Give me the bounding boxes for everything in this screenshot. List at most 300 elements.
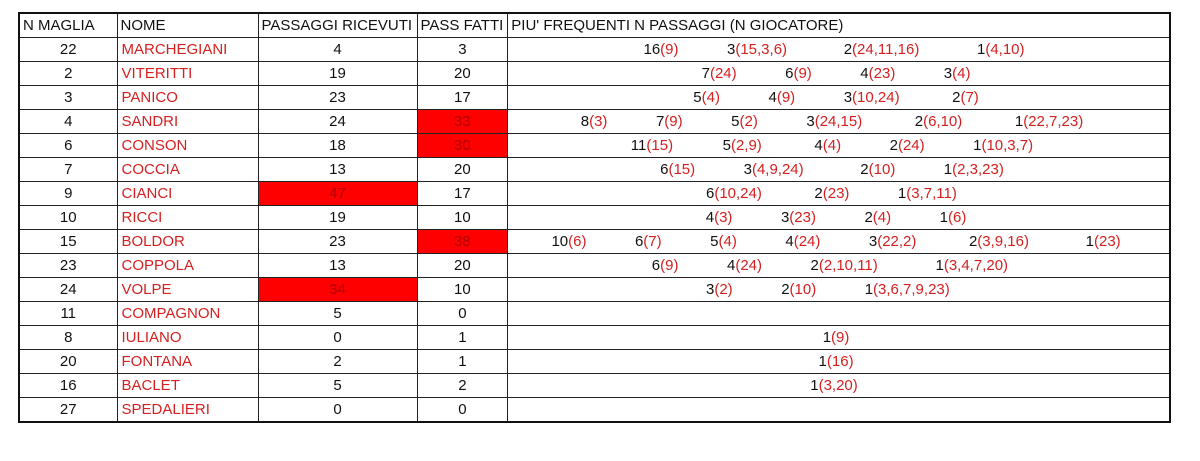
freq-close-paren: ) [798, 161, 804, 178]
freq-count: 5 [731, 113, 740, 130]
freq-group [581, 110, 608, 133]
freq-players: 10,3,7 [986, 137, 1029, 154]
freq-players: 15 [673, 161, 691, 178]
freq-group [969, 230, 1029, 253]
freq-close-paren: ) [890, 65, 896, 82]
freq-close-paren: ) [836, 137, 842, 154]
freq-count: 1 [822, 329, 832, 346]
freq-open-paren: ( [714, 185, 720, 202]
freq-players: 3,20 [823, 377, 853, 394]
freq-close-paren: ) [806, 65, 812, 82]
freq-close-paren: ) [844, 329, 850, 346]
freq-count: 3 [743, 161, 752, 178]
freq-count: 3 [726, 41, 736, 58]
freq-count: 6 [785, 65, 794, 82]
cell-pass-fatti: 10 [417, 206, 508, 230]
freq-close-paren: ) [911, 233, 917, 250]
freq-open-paren: ( [873, 281, 879, 298]
freq-line [508, 398, 1169, 421]
cell-pass-fatti: 33 [417, 110, 508, 134]
freq-group [806, 110, 862, 133]
cell-frequenti [508, 134, 1170, 158]
cell-passaggi-ricevuti: 19 [258, 62, 417, 86]
freq-close-paren: ) [677, 113, 683, 130]
table-row [19, 206, 1170, 230]
freq-players: 7 [965, 89, 974, 106]
freq-close-paren: ) [965, 65, 971, 82]
freq-count: 1 [973, 137, 982, 154]
freq-open-paren: ( [643, 233, 649, 250]
freq-open-paren: ( [960, 89, 966, 106]
freq-group [977, 38, 1025, 61]
freq-open-paren: ( [977, 233, 983, 250]
freq-players: 4,9,24 [756, 161, 799, 178]
freq-close-paren: ) [1028, 137, 1034, 154]
freq-players: 2 [744, 113, 753, 130]
freq-players: 3,6,7,9,23 [878, 281, 945, 298]
cell-passaggi-ricevuti: 23 [258, 86, 417, 110]
freq-players: 9 [665, 41, 674, 58]
freq-close-paren: ) [757, 257, 763, 274]
freq-open-paren: ( [714, 209, 720, 226]
freq-open-paren: ( [818, 377, 824, 394]
freq-close-paren: ) [998, 161, 1004, 178]
cell-frequenti [508, 374, 1170, 398]
freq-count: 1 [864, 281, 874, 298]
cell-nome: RICCI [117, 206, 258, 230]
cell-n-maglia: 20 [19, 350, 117, 374]
freq-close-paren: ) [673, 257, 679, 274]
freq-open-paren: ( [868, 161, 874, 178]
freq-count: 7 [701, 65, 710, 82]
freq-count: 2 [952, 89, 961, 106]
freq-open-paren: ( [822, 185, 828, 202]
cell-pass-fatti: 2 [417, 374, 508, 398]
freq-players: 2,9 [735, 137, 757, 154]
freq-group [869, 230, 917, 253]
header-nome: NOME [117, 13, 258, 38]
freq-group [781, 278, 816, 301]
freq-open-paren: ( [589, 113, 595, 130]
cell-passaggi-ricevuti: 5 [258, 302, 417, 326]
freq-group [952, 86, 979, 109]
freq-count: 2 [889, 137, 898, 154]
freq-group [940, 206, 967, 229]
freq-close-paren: ) [872, 257, 878, 274]
cell-nome: FONTANA [117, 350, 258, 374]
cell-nome: IULIANO [117, 326, 258, 350]
freq-open-paren: ( [985, 41, 991, 58]
freq-open-paren: ( [818, 257, 824, 274]
cell-pass-fatti: 3 [417, 38, 508, 62]
freq-group [706, 206, 733, 229]
cell-passaggi-ricevuti: 13 [258, 158, 417, 182]
cell-passaggi-ricevuti: 5 [258, 374, 417, 398]
freq-group [814, 134, 841, 157]
freq-count: 3 [780, 209, 790, 226]
header-passaggi-ricevuti: PASSAGGI RICEVUTI [258, 13, 417, 38]
freq-count: 1 [810, 377, 819, 394]
cell-n-maglia: 8 [19, 326, 117, 350]
freq-close-paren: ) [894, 89, 900, 106]
freq-players: 4 [706, 89, 715, 106]
cell-frequenti [508, 182, 1170, 206]
freq-line [508, 278, 1169, 301]
freq-group [890, 134, 925, 157]
freq-close-paren: ) [1078, 113, 1084, 130]
freq-close-paren: ) [731, 65, 737, 82]
freq-open-paren: ( [714, 281, 720, 298]
passes-table [18, 12, 1171, 423]
freq-count: 1 [976, 41, 986, 58]
freq-count: 4 [785, 233, 794, 250]
freq-open-paren: ( [906, 185, 912, 202]
freq-count: 4 [768, 89, 777, 106]
freq-group [727, 254, 762, 277]
freq-group [844, 86, 900, 109]
cell-n-maglia: 11 [19, 302, 117, 326]
freq-players: 24,11,16 [857, 41, 915, 58]
cell-nome: VOLPE [117, 278, 258, 302]
freq-close-paren: ) [752, 113, 758, 130]
freq-open-paren: ( [897, 137, 903, 154]
freq-close-paren: ) [961, 209, 967, 226]
freq-close-paren: ) [1019, 41, 1025, 58]
cell-frequenti [508, 110, 1170, 134]
freq-players: 22,2 [882, 233, 912, 250]
freq-group [706, 182, 762, 205]
freq-group [864, 206, 891, 229]
table-row [19, 86, 1170, 110]
freq-group [652, 254, 679, 277]
freq-count: 8 [580, 113, 590, 130]
freq-players: 3 [594, 113, 603, 130]
freq-open-paren: ( [826, 353, 832, 370]
freq-close-paren: ) [811, 281, 817, 298]
freq-count: 7 [655, 113, 665, 130]
freq-players: 7 [648, 233, 657, 250]
freq-open-paren: ( [709, 65, 715, 82]
freq-close-paren: ) [1115, 233, 1121, 250]
freq-count: 5 [693, 89, 702, 106]
freq-close-paren: ) [731, 233, 737, 250]
cell-frequenti [508, 86, 1170, 110]
freq-open-paren: ( [789, 209, 795, 226]
freq-group [785, 62, 812, 85]
freq-open-paren: ( [852, 89, 858, 106]
cell-n-maglia: 2 [19, 62, 117, 86]
cell-frequenti [508, 206, 1170, 230]
freq-group [944, 158, 1004, 181]
freq-count: 16 [643, 41, 661, 58]
table-row [19, 62, 1170, 86]
freq-count: 2 [864, 209, 873, 226]
freq-open-paren: ( [730, 137, 736, 154]
freq-open-paren: ( [718, 233, 724, 250]
freq-count: 6 [660, 161, 669, 178]
freq-open-paren: ( [793, 65, 799, 82]
freq-close-paren: ) [951, 185, 957, 202]
freq-count: 1 [943, 161, 953, 178]
freq-players: 3,4,7,20 [948, 257, 1004, 274]
freq-players: 4 [957, 65, 966, 82]
freq-close-paren: ) [714, 89, 720, 106]
freq-players: 16 [831, 353, 849, 370]
freq-group [710, 230, 737, 253]
freq-close-paren: ) [810, 209, 816, 226]
freq-close-paren: ) [656, 233, 662, 250]
freq-players: 2,3,23 [957, 161, 999, 178]
cell-n-maglia: 16 [19, 374, 117, 398]
freq-group [814, 182, 849, 205]
freq-players: 24 [714, 65, 732, 82]
freq-players: 3 [719, 209, 728, 226]
freq-open-paren: ( [568, 233, 574, 250]
cell-passaggi-ricevuti: 18 [258, 134, 417, 158]
freq-count: 3 [705, 281, 715, 298]
freq-group [810, 254, 877, 277]
cell-frequenti [508, 230, 1170, 254]
freq-open-paren: ( [664, 113, 670, 130]
freq-count: 1 [935, 257, 944, 274]
freq-close-paren: ) [848, 353, 854, 370]
freq-open-paren: ( [877, 233, 883, 250]
freq-players: 9 [781, 89, 791, 106]
freq-count: 2 [814, 185, 823, 202]
freq-close-paren: ) [886, 209, 892, 226]
freq-players: 24,15 [819, 113, 858, 130]
freq-group [635, 230, 662, 253]
freq-close-paren: ) [1024, 233, 1029, 250]
freq-group [898, 182, 957, 205]
freq-group [643, 38, 678, 61]
freq-open-paren: ( [923, 113, 929, 130]
freq-close-paren: ) [957, 113, 963, 130]
cell-passaggi-ricevuti: 19 [258, 206, 417, 230]
freq-players: 9 [669, 113, 678, 130]
cell-n-maglia: 24 [19, 278, 117, 302]
cell-pass-fatti: 0 [417, 302, 508, 326]
freq-open-paren: ( [852, 41, 858, 58]
freq-count: 2 [914, 113, 924, 130]
cell-nome: COCCIA [117, 158, 258, 182]
cell-passaggi-ricevuti: 34 [258, 278, 417, 302]
freq-group [660, 158, 695, 181]
freq-open-paren: ( [943, 257, 949, 274]
freq-players: 6,10 [928, 113, 958, 130]
freq-group [865, 278, 950, 301]
freq-count: 2 [968, 233, 978, 250]
cell-n-maglia: 10 [19, 206, 117, 230]
table-row [19, 158, 1170, 182]
freq-close-paren: ) [844, 185, 850, 202]
cell-pass-fatti: 17 [417, 182, 508, 206]
cell-passaggi-ricevuti: 0 [258, 398, 417, 423]
freq-open-paren: ( [1093, 233, 1099, 250]
freq-count: 1 [1014, 113, 1024, 130]
freq-group [1086, 230, 1121, 253]
cell-n-maglia: 7 [19, 158, 117, 182]
cell-nome: MARCHEGIANI [117, 38, 258, 62]
freq-group [551, 230, 586, 253]
freq-line [508, 230, 1169, 253]
freq-count: 5 [710, 233, 719, 250]
freq-open-paren: ( [739, 113, 745, 130]
freq-open-paren: ( [822, 137, 828, 154]
cell-n-maglia: 22 [19, 38, 117, 62]
freq-group [823, 326, 850, 349]
freq-players: 10 [794, 281, 812, 298]
freq-group [860, 62, 895, 85]
freq-count: 4 [705, 209, 715, 226]
freq-line [508, 182, 1169, 205]
freq-open-paren: ( [735, 41, 741, 58]
cell-passaggi-ricevuti: 23 [258, 230, 417, 254]
cell-pass-fatti: 1 [417, 350, 508, 374]
freq-players: 4 [877, 209, 887, 226]
freq-open-paren: ( [660, 41, 666, 58]
freq-line [508, 326, 1169, 349]
freq-count: 2 [810, 257, 819, 274]
cell-nome: VITERITTI [117, 62, 258, 86]
freq-group [723, 134, 762, 157]
cell-nome: COMPAGNON [117, 302, 258, 326]
freq-players: 2,10,11 [823, 257, 873, 274]
freq-close-paren: ) [690, 161, 696, 178]
freq-open-paren: ( [646, 137, 652, 154]
freq-open-paren: ( [789, 281, 795, 298]
freq-group [935, 254, 1008, 277]
header-row [19, 13, 1170, 38]
header-frequenti: PIU' FREQUENTI N PASSAGGI (N GIOCATORE) [508, 13, 1170, 38]
freq-line [508, 302, 1169, 325]
freq-players: 6 [952, 209, 962, 226]
freq-group [915, 110, 963, 133]
freq-count: 3 [843, 89, 853, 106]
freq-line [508, 206, 1169, 229]
freq-count: 6 [705, 185, 715, 202]
freq-count: 6 [651, 257, 661, 274]
freq-players: 9 [836, 329, 845, 346]
freq-open-paren: ( [872, 209, 878, 226]
freq-close-paren: ) [727, 281, 733, 298]
freq-open-paren: ( [868, 65, 874, 82]
freq-count: 1 [818, 353, 827, 370]
freq-count: 3 [868, 233, 878, 250]
table-row [19, 278, 1170, 302]
freq-players: 15 [651, 137, 669, 154]
cell-nome: CIANCI [117, 182, 258, 206]
freq-close-paren: ) [668, 137, 674, 154]
freq-line [508, 374, 1169, 397]
freq-group [631, 134, 673, 157]
freq-close-paren: ) [673, 41, 679, 58]
freq-line [508, 134, 1169, 157]
table-row [19, 350, 1170, 374]
freq-players: 4 [827, 137, 837, 154]
freq-line [508, 254, 1169, 277]
freq-open-paren: ( [952, 161, 958, 178]
freq-players: 24 [798, 233, 816, 250]
freq-close-paren: ) [756, 137, 762, 154]
cell-passaggi-ricevuti: 4 [258, 38, 417, 62]
freq-close-paren: ) [890, 161, 896, 178]
freq-open-paren: ( [831, 329, 837, 346]
cell-n-maglia: 27 [19, 398, 117, 423]
cell-passaggi-ricevuti: 13 [258, 254, 417, 278]
freq-players: 9 [665, 257, 674, 274]
freq-count: 6 [634, 233, 644, 250]
freq-open-paren: ( [1023, 113, 1029, 130]
cell-passaggi-ricevuti: 24 [258, 110, 417, 134]
freq-line [508, 110, 1169, 133]
cell-passaggi-ricevuti: 47 [258, 182, 417, 206]
freq-close-paren: ) [756, 185, 762, 202]
table-row [19, 182, 1170, 206]
cell-frequenti [508, 278, 1170, 302]
cell-frequenti [508, 350, 1170, 374]
freq-open-paren: ( [776, 89, 782, 106]
freq-count: 5 [722, 137, 731, 154]
freq-players: 4 [723, 233, 732, 250]
cell-frequenti [508, 302, 1170, 326]
freq-count: 1 [939, 209, 948, 226]
cell-n-maglia: 3 [19, 86, 117, 110]
freq-open-paren: ( [735, 257, 741, 274]
cell-frequenti [508, 326, 1170, 350]
freq-close-paren: ) [727, 209, 733, 226]
freq-count: 3 [806, 113, 815, 130]
freq-players: 6 [573, 233, 582, 250]
freq-count: 3 [943, 65, 953, 82]
freq-close-paren: ) [919, 137, 925, 154]
cell-nome: COPPOLA [117, 254, 258, 278]
freq-group [844, 38, 920, 61]
cell-pass-fatti: 38 [417, 230, 508, 254]
cell-passaggi-ricevuti: 0 [258, 326, 417, 350]
freq-close-paren: ) [782, 41, 788, 58]
freq-count: 10 [551, 233, 569, 250]
cell-pass-fatti: 1 [417, 326, 508, 350]
cell-frequenti [508, 38, 1170, 62]
freq-players: 24 [902, 137, 920, 154]
table-row [19, 374, 1170, 398]
freq-players: 23 [827, 185, 845, 202]
freq-line [508, 38, 1169, 61]
freq-group [785, 230, 820, 253]
freq-count: 1 [1085, 233, 1094, 250]
freq-players: 23 [794, 209, 811, 226]
table-row [19, 230, 1170, 254]
table-body [19, 38, 1170, 423]
freq-count: 2 [843, 41, 853, 58]
cell-pass-fatti: 20 [417, 254, 508, 278]
cell-nome: BACLET [117, 374, 258, 398]
freq-close-paren: ) [602, 113, 608, 130]
freq-open-paren: ( [981, 137, 987, 154]
cell-nome: BOLDOR [117, 230, 258, 254]
freq-players: 3,9,16 [982, 233, 1024, 250]
freq-group [744, 158, 804, 181]
freq-group [731, 110, 758, 133]
freq-players: 9 [798, 65, 807, 82]
header-pass-fatti: PASS FATTI [417, 13, 508, 38]
cell-n-maglia: 9 [19, 182, 117, 206]
freq-line [508, 62, 1169, 85]
freq-close-paren: ) [914, 41, 920, 58]
freq-players: 2 [719, 281, 728, 298]
freq-open-paren: ( [668, 161, 674, 178]
